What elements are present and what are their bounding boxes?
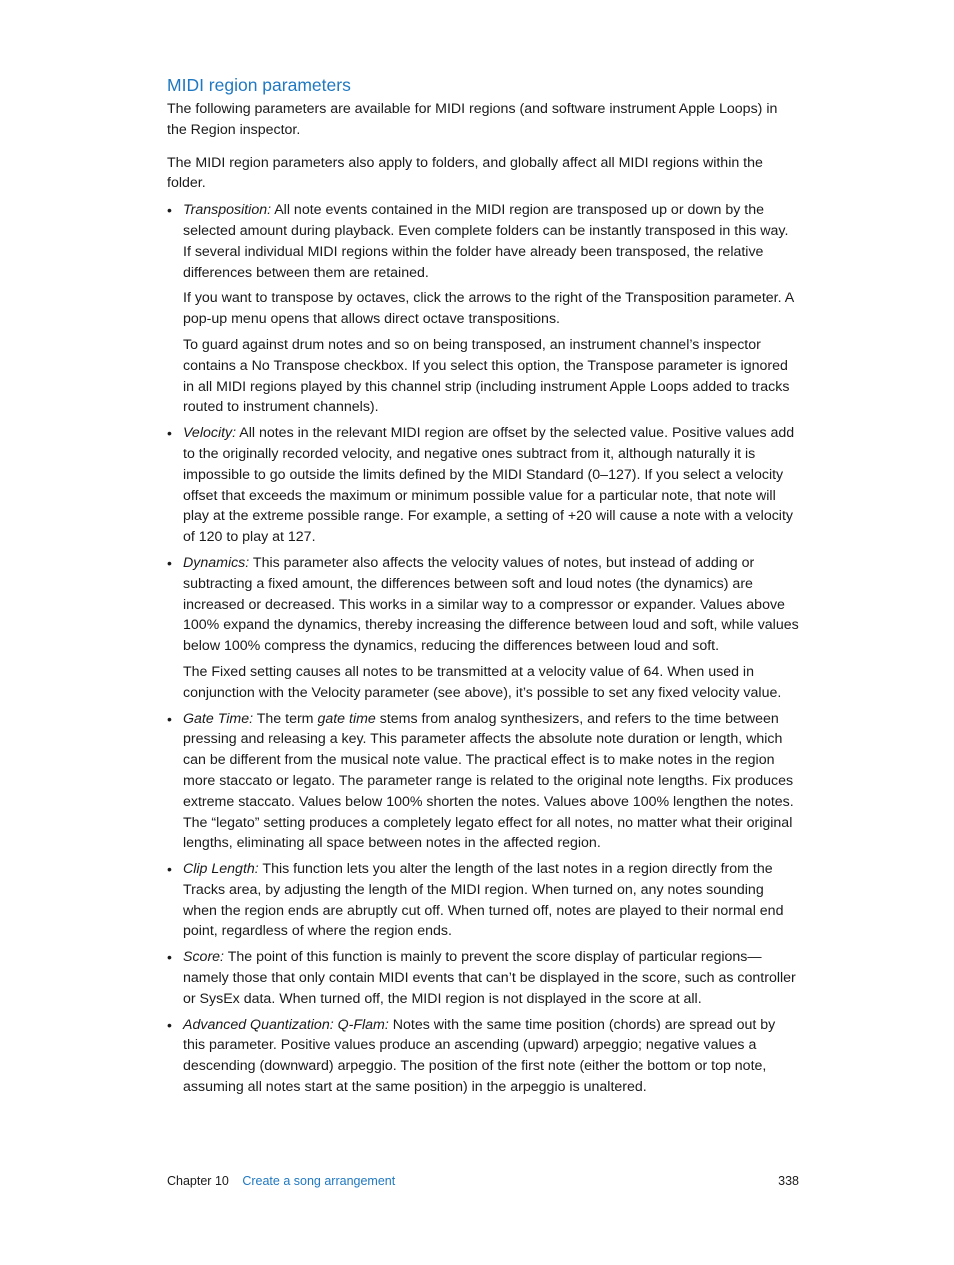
term: Clip Length: [183,861,259,878]
list-item-text: Score: The point of this function is mainly to prevent the score display of particular regions—namely those that only contain MIDI events that can’t be displayed in the score, such as controller or SysEx data. When turned off, the MIDI region is not displayed in the score at all. [183,949,796,1007]
list-item-text: Dynamics: This parameter also affects the velocity values of notes, but instead of adding or subtracting a fixed amount, the differences between soft and loud notes (the dynamics) are increased or decreased. This works in a similar way to a compressor or expander. Values above 100% expand the dynamics, thereby increasing the difference between loud and soft, while values below 100% compress the dynamics, reducing the differences between loud and soft. [183,554,799,655]
chapter-label: Chapter 10 [167,1174,229,1188]
list-item-q-flam [167,1015,799,1098]
inline-term: gate time [317,710,376,727]
section-title: MIDI region parameters [167,75,351,95]
list-item-score [167,947,799,1009]
list-item-clip-length [167,859,799,942]
list-item-transposition [167,200,799,418]
list-item-text: Transposition: All note events contained in the MIDI region are transposed up or down by the selected amount during playback. Even complete folders can be instantly transposed in this way. If several individual MIDI regions within the folder have already been transposed, the relative differences between them are retained. [183,202,789,281]
list-item-velocity [167,423,799,548]
list-item-text: Clip Length: This function lets you alter the length of the last notes in a region directly from the Tracks area, by adjusting the length of the MIDI region. When turned on, any notes sounding when the region ends are abruptly cut off. When turned off, notes are played to their normal end point, regardless of where the region ends. [183,861,784,940]
bullet-icon: • [167,949,172,966]
term: Gate Time: [183,710,254,727]
bullet-icon: • [167,861,172,878]
parameter-list [167,200,799,1098]
list-item-gate-time [167,709,799,855]
term: Dynamics: [183,554,250,571]
bullet-icon: • [167,202,172,219]
term: Score: [183,949,225,966]
chapter-link[interactable]: Create a song arrangement [242,1174,396,1188]
list-item-paragraph: To guard against drum notes and so on being transposed, an instrument channel’s inspector contains a No Transpose checkbox. If you select this option, the Transpose parameter is ignored in all MIDI regions played by this channel strip (including instrument Apple Loops added to tracks routed to instrument channels). [183,336,790,416]
bullet-icon: • [167,710,172,727]
bullet-icon: • [167,554,172,571]
page-number: 338 [778,1174,799,1188]
term: Velocity: [183,425,237,442]
intro-paragraph: The following parameters are available for MIDI regions (and software instrument Apple Loops) in the Region inspector. [167,101,778,138]
intro-paragraph-2: The MIDI region parameters also apply to folders, and globally affect all MIDI regions within the folder. [167,154,763,192]
page-footer [167,1172,799,1190]
list-item-paragraph: The Fixed setting causes all notes to be transmitted at a velocity value of 64. When used in conjunction with the Velocity parameter (see above), it’s possible to set any fixed velocity value. [183,663,782,701]
term: Transposition: [183,202,272,219]
list-item-text: Gate Time: The term gate time stems from analog synthesizers, and refers to the time between pressing and releasing a key. This parameter affects the absolute note duration or length, which can be different from the musical note value. The practical effect is to make notes in the region more staccato or legato. The parameter range is related to the original note lengths. Fix produces extreme staccato. Values below 100% shorten the notes. Values above 100% lengthen the notes. The “legato” setting produces a completely legato effect for all notes, no matter what their original lengths, eliminating all space between notes in the affected region. [183,710,794,852]
list-item-dynamics [167,553,799,704]
list-item-text: Advanced Quantization: Q-Flam: Notes with the same time position (chords) are spread out by this parameter. Positive values produce an ascending (upward) arpeggio; negative values a descending (downward) arpeggio. The position of the first note (either the bottom or top note, assuming all notes start at the same position) in the arpeggio is unaltered. [183,1016,776,1096]
bullet-icon: • [167,425,172,442]
page-content [167,74,799,1103]
term: Advanced Quantization: Q-Flam: [183,1016,389,1033]
list-item-text: Velocity: All notes in the relevant MIDI region are offset by the selected value. Positive values add to the originally recorded velocity, and negative ones subtract from it, although naturally it is impossible to go outside the limits defined by the MIDI Standard (0–127). If you select a velocity offset that exceeds the maximum or minimum possible value for a particular note, that note will play at the extreme possible range. For example, a setting of +20 will cause a note with a velocity of 120 to play at 127. [183,425,795,546]
list-item-paragraph: If you want to transpose by octaves, click the arrows to the right of the Transposition parameter. A pop-up menu opens that allows direct octave transpositions. [183,290,794,328]
bullet-icon: • [167,1016,172,1033]
